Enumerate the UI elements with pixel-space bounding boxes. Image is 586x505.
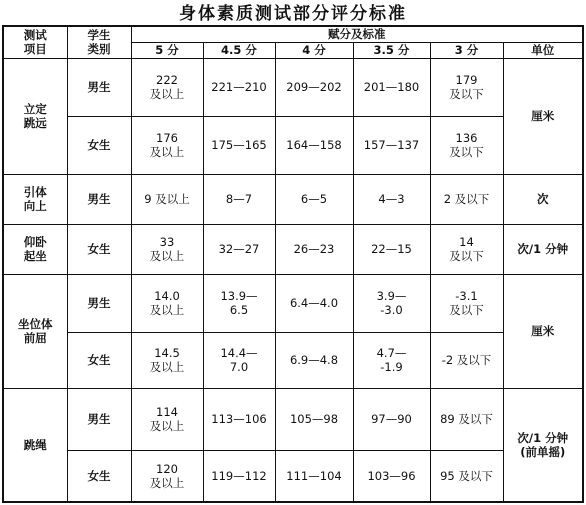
test-item-label: 坐位体 [18, 317, 53, 331]
score-cell [275, 58, 353, 116]
test-item-cell [3, 274, 67, 388]
score-value: 14.5 [154, 346, 180, 360]
score-value: 及以下 [449, 249, 484, 263]
unit-label: 次/1 分钟 [517, 430, 569, 445]
score-value: 103—96 [367, 468, 416, 483]
header-score-3: 3 分 [430, 42, 503, 58]
score-value: 176 [156, 131, 178, 145]
score-value: -1.9 [380, 360, 403, 374]
table-row [3, 224, 583, 274]
score-cell [430, 332, 503, 388]
unit-label: 次/1 分钟 [517, 242, 569, 256]
score-cell [275, 224, 353, 274]
unit-cell [503, 224, 583, 274]
score-value: 175—165 [211, 138, 267, 152]
test-item-cell [3, 58, 67, 174]
score-value: 及以上 [149, 360, 185, 374]
score-value: 164—158 [286, 138, 342, 152]
score-cell [353, 116, 430, 174]
score-cell [275, 450, 353, 502]
student-type-cell: 女生 [67, 332, 131, 388]
table-row [3, 174, 583, 224]
score-value: 及以下 [449, 145, 484, 159]
score-value: 209—202 [286, 80, 342, 94]
score-value: 113—106 [211, 412, 267, 426]
table-row [3, 332, 583, 388]
score-cell [203, 174, 275, 224]
score-cell [430, 224, 503, 274]
score-value: 6.5 [229, 303, 249, 317]
score-value: 97—90 [371, 412, 412, 426]
score-cell [353, 450, 430, 502]
score-value: 32—27 [218, 242, 260, 256]
table-row [3, 388, 583, 450]
unit-label: (前单摇) [520, 444, 566, 459]
score-cell [203, 224, 275, 274]
table-row [3, 116, 583, 174]
test-item-label: 仰卧 [23, 235, 47, 249]
student-type-cell: 女生 [67, 116, 131, 174]
score-value: 及以上 [149, 475, 185, 490]
table-body [3, 26, 583, 502]
score-value: 136 [455, 131, 478, 145]
score-cell [353, 174, 430, 224]
header-unit: 单位 [503, 42, 583, 58]
score-value: 120 [156, 461, 178, 476]
score-value: 14 [459, 235, 474, 249]
student-type-cell: 女生 [67, 224, 131, 274]
score-value: 8—7 [225, 192, 253, 206]
score-cell [203, 332, 275, 388]
score-cell [203, 116, 275, 174]
score-cell [430, 116, 503, 174]
score-cell [430, 174, 503, 224]
unit-label: 次 [537, 192, 549, 206]
score-value: 179 [455, 73, 478, 87]
score-cell [430, 388, 503, 450]
student-type-cell: 女生 [67, 450, 131, 502]
score-value: 119—112 [211, 468, 267, 483]
test-item-cell [3, 174, 67, 224]
score-value: -3.0 [380, 303, 403, 317]
score-value: 及以下 [449, 87, 484, 101]
score-cell [131, 116, 203, 174]
score-value: 6—5 [300, 192, 328, 206]
unit-label: 厘米 [531, 109, 555, 123]
score-cell [430, 450, 503, 502]
test-item-label: 跳绳 [23, 437, 47, 452]
score-cell [275, 274, 353, 332]
score-value: 13.9— [220, 289, 258, 303]
header-test-item: 测试 项目 [3, 26, 67, 58]
score-value: 111—104 [286, 468, 342, 483]
score-value: 4.7— [376, 346, 407, 360]
table-row [3, 58, 583, 116]
score-cell [275, 332, 353, 388]
unit-cell [503, 274, 583, 388]
header-score-group: 赋分及标准 [131, 26, 583, 42]
score-value: 14.4— [220, 346, 258, 360]
score-value: 26—23 [293, 242, 335, 256]
score-value: 及以上 [149, 303, 185, 317]
score-value: 及以上 [149, 87, 185, 101]
score-value: 及以上 [149, 145, 185, 159]
score-cell [131, 224, 203, 274]
unit-cell [503, 388, 583, 502]
score-cell [203, 58, 275, 116]
score-value: 221—210 [211, 80, 267, 94]
header-score-4: 4 分 [275, 42, 353, 58]
score-cell [430, 274, 503, 332]
score-cell [131, 174, 203, 224]
score-cell [275, 174, 353, 224]
score-cell [203, 388, 275, 450]
table-row [3, 274, 583, 332]
student-type-cell: 男生 [67, 174, 131, 224]
score-cell [353, 388, 430, 450]
score-cell [131, 274, 203, 332]
header-score-4-5: 4.5 分 [203, 42, 275, 58]
score-value: 6.4—4.0 [289, 296, 339, 310]
score-value: 及以上 [149, 419, 185, 433]
score-value: 及以下 [449, 303, 484, 317]
score-cell [430, 58, 503, 116]
score-value: 89 及以下 [440, 412, 493, 426]
score-cell [275, 116, 353, 174]
score-value: 7.0 [229, 360, 249, 374]
test-item-label: 前屈 [23, 331, 47, 345]
score-cell [353, 58, 430, 116]
score-value: 22—15 [371, 242, 412, 256]
score-value: 14.0 [154, 289, 180, 303]
score-cell [353, 274, 430, 332]
header-score-3-5: 3.5 分 [353, 42, 430, 58]
score-cell [131, 332, 203, 388]
score-value: 及以上 [149, 249, 185, 263]
score-cell [131, 388, 203, 450]
score-cell [131, 58, 203, 116]
score-value: 33 [159, 235, 175, 249]
unit-cell [503, 58, 583, 174]
score-value: 105—98 [289, 412, 339, 426]
score-value: 3.9— [376, 289, 407, 303]
score-cell [131, 450, 203, 502]
table-row [3, 450, 583, 502]
header-score-5: 5 分 [131, 42, 203, 58]
student-type-cell: 男生 [67, 58, 131, 116]
score-value: 95 及以下 [440, 468, 493, 483]
score-value: 4—3 [378, 192, 405, 206]
score-value: 2 及以下 [443, 192, 490, 206]
score-table [2, 25, 584, 503]
page-title: 身体素质测试部分评分标准 [179, 4, 407, 24]
test-item-label: 向上 [23, 199, 47, 213]
student-type-cell: 男生 [67, 388, 131, 450]
test-item-label: 立定 [23, 102, 47, 116]
header-student-type: 学生 类别 [67, 26, 131, 58]
score-cell [353, 332, 430, 388]
test-item-cell [3, 224, 67, 274]
score-value: 6.9—4.8 [289, 353, 339, 367]
header-row-1 [3, 26, 583, 42]
test-item-label: 跳远 [23, 116, 47, 130]
test-item-label: 起坐 [23, 249, 47, 263]
score-value: 222 [156, 73, 178, 87]
score-cell [275, 388, 353, 450]
score-value: -2 及以下 [441, 353, 492, 367]
unit-label: 厘米 [531, 324, 555, 338]
score-cell [203, 274, 275, 332]
score-value: 114 [156, 405, 178, 419]
unit-cell [503, 174, 583, 224]
score-value: 9 及以上 [144, 192, 190, 206]
score-value: 157—137 [363, 138, 420, 152]
test-item-label: 引体 [23, 185, 47, 199]
score-value: 201—180 [363, 80, 420, 94]
score-cell [203, 450, 275, 502]
score-value: -3.1 [455, 289, 478, 303]
student-type-cell: 男生 [67, 274, 131, 332]
test-item-cell [3, 388, 67, 502]
score-cell [353, 224, 430, 274]
